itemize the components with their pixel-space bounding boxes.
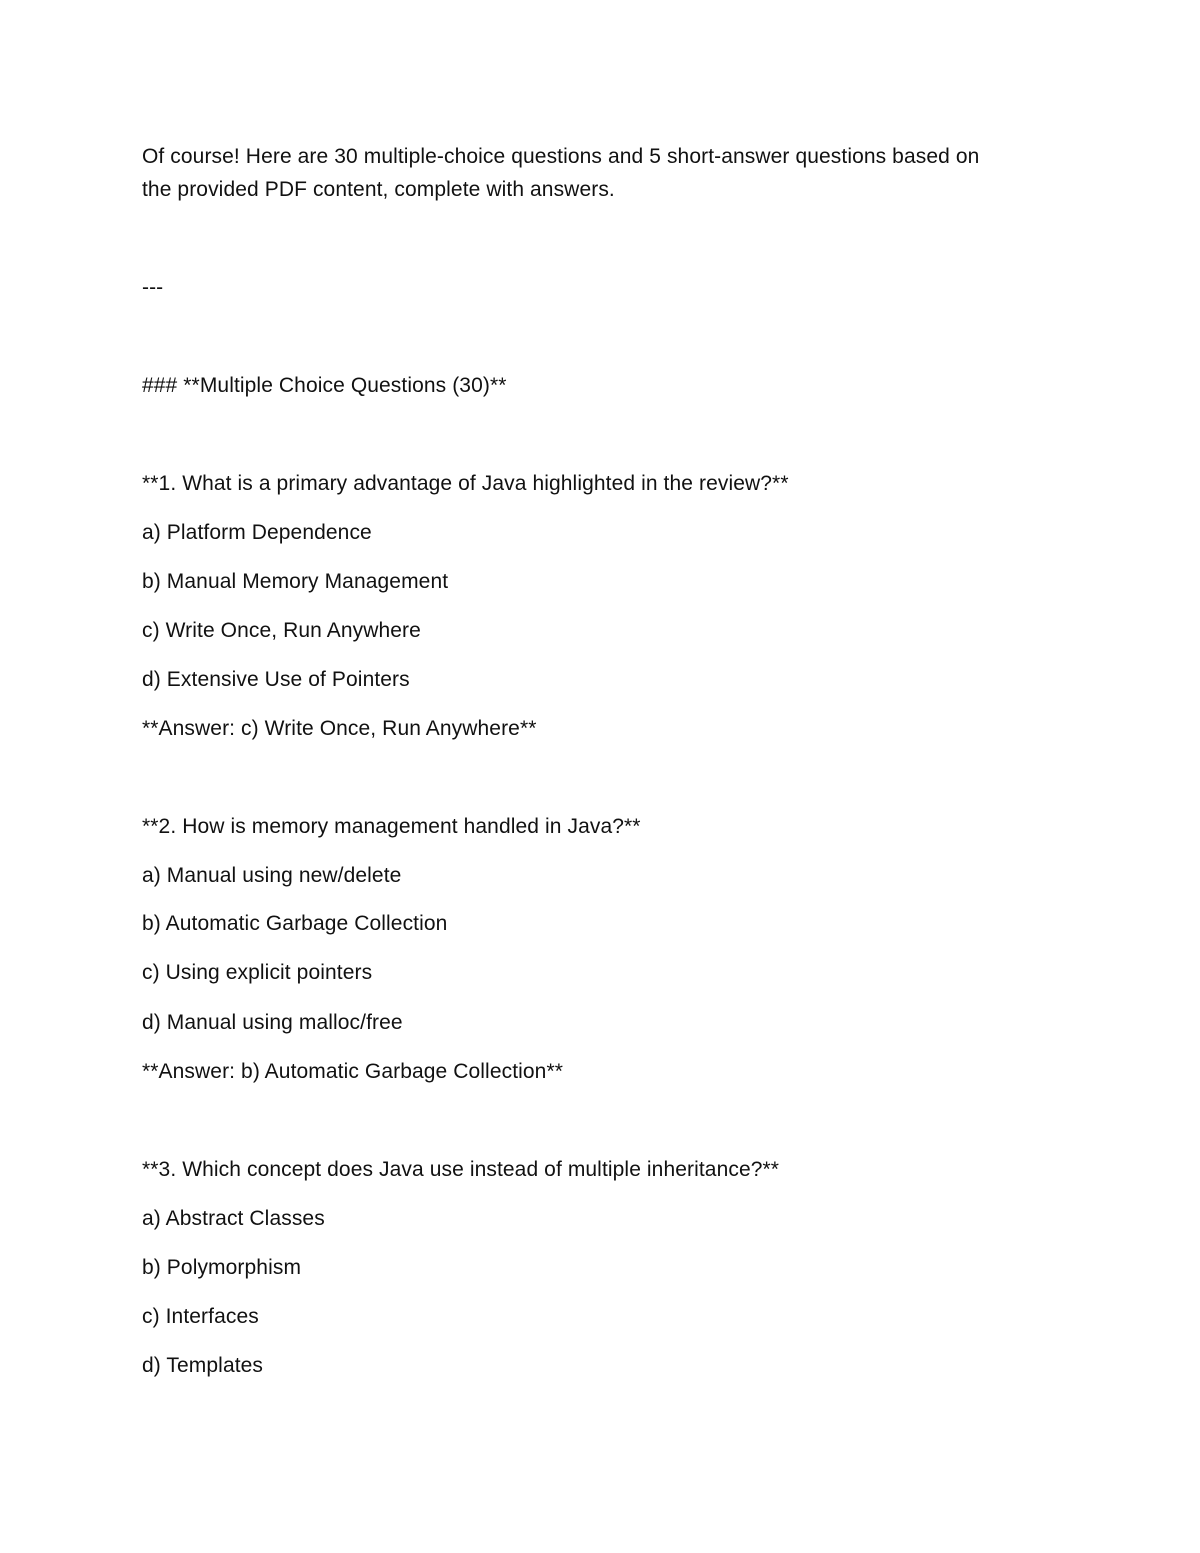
question-3-option-c: c) Interfaces: [142, 1305, 259, 1328]
question-3-option-a: a) Abstract Classes: [142, 1207, 325, 1230]
question-1-option-a: a) Platform Dependence: [142, 521, 372, 544]
question-2-text: **2. How is memory management handled in Java?**: [142, 815, 641, 838]
question-3-option-d: d) Templates: [142, 1354, 264, 1377]
question-2-answer: **Answer: b) Automatic Garbage Collection**: [142, 1060, 564, 1083]
question-3-option-b: b) Polymorphism: [142, 1256, 302, 1279]
section-heading: ### **Multiple Choice Questions (30)**: [142, 374, 507, 397]
question-1-option-c: c) Write Once, Run Anywhere: [142, 619, 421, 642]
question-1-text: **1. What is a primary advantage of Java highlighted in the review?**: [142, 472, 789, 495]
question-3-text: **3. Which concept does Java use instead of multiple inheritance?**: [142, 1158, 780, 1181]
question-2-option-a: a) Manual using new/delete: [142, 864, 402, 887]
question-1-answer: **Answer: c) Write Once, Run Anywhere**: [142, 717, 537, 740]
question-1-option-d: d) Extensive Use of Pointers: [142, 668, 410, 691]
question-1-option-b: b) Manual Memory Management: [142, 570, 449, 593]
intro-text-line-1: Of course! Here are 30 multiple-choice questions and 5 short-answer questions based on: [142, 145, 980, 168]
divider-text: ---: [142, 276, 164, 299]
question-2-option-d: d) Manual using malloc/free: [142, 1011, 403, 1034]
question-2-option-c: c) Using explicit pointers: [142, 961, 373, 984]
question-2-option-b: b) Automatic Garbage Collection: [142, 912, 448, 935]
intro-text-line-2: the provided PDF content, complete with answers.: [142, 178, 615, 201]
